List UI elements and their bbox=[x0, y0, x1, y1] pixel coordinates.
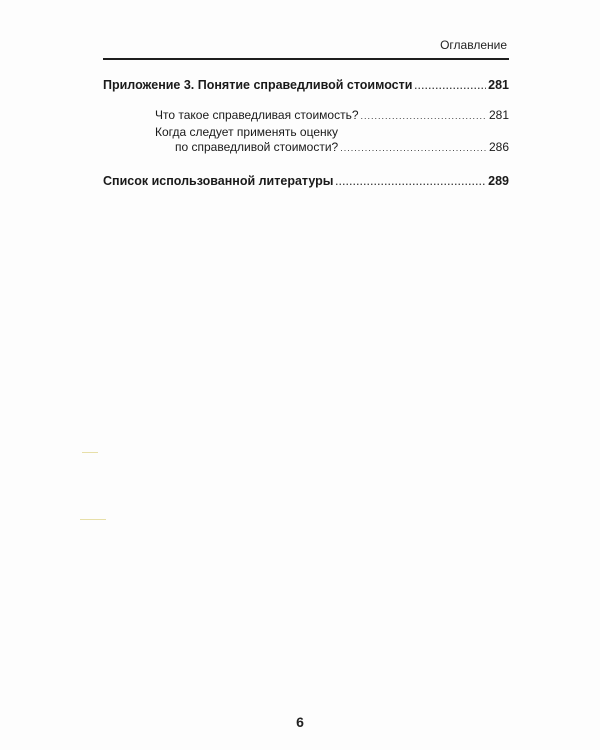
table-of-contents bbox=[103, 78, 509, 188]
toc-entry-line2 bbox=[175, 140, 509, 156]
page-number: 6 bbox=[296, 714, 304, 730]
running-header: Оглавление bbox=[440, 38, 507, 52]
toc-entry-what-is-fair-value[interactable] bbox=[155, 108, 509, 122]
dot-leader bbox=[414, 81, 486, 91]
toc-entry-title: Список использованной литературы bbox=[103, 174, 334, 188]
scan-speck bbox=[80, 519, 106, 520]
toc-entry-title-line1: Когда следует применять оценку bbox=[155, 125, 338, 139]
toc-entry-page: 286 bbox=[488, 140, 509, 154]
toc-entry-page: 281 bbox=[488, 108, 509, 122]
dot-leader bbox=[340, 141, 487, 156]
toc-entry-references[interactable] bbox=[103, 174, 509, 188]
toc-entry-title: Приложение 3. Понятие справедливой стоимости bbox=[103, 78, 413, 92]
toc-entry-appendix-3[interactable] bbox=[103, 78, 509, 92]
toc-entry-when-to-apply[interactable] bbox=[155, 125, 509, 156]
header-rule bbox=[103, 58, 509, 60]
dot-leader bbox=[361, 111, 487, 121]
scan-speck bbox=[82, 452, 98, 453]
toc-entry-title-line2: по справедливой стоимости? bbox=[175, 140, 339, 154]
toc-entry-page: 289 bbox=[488, 174, 509, 188]
toc-entry-page: 281 bbox=[488, 78, 509, 92]
dot-leader bbox=[335, 177, 486, 187]
toc-entry-title: Что такое справедливая стоимость? bbox=[155, 108, 359, 122]
